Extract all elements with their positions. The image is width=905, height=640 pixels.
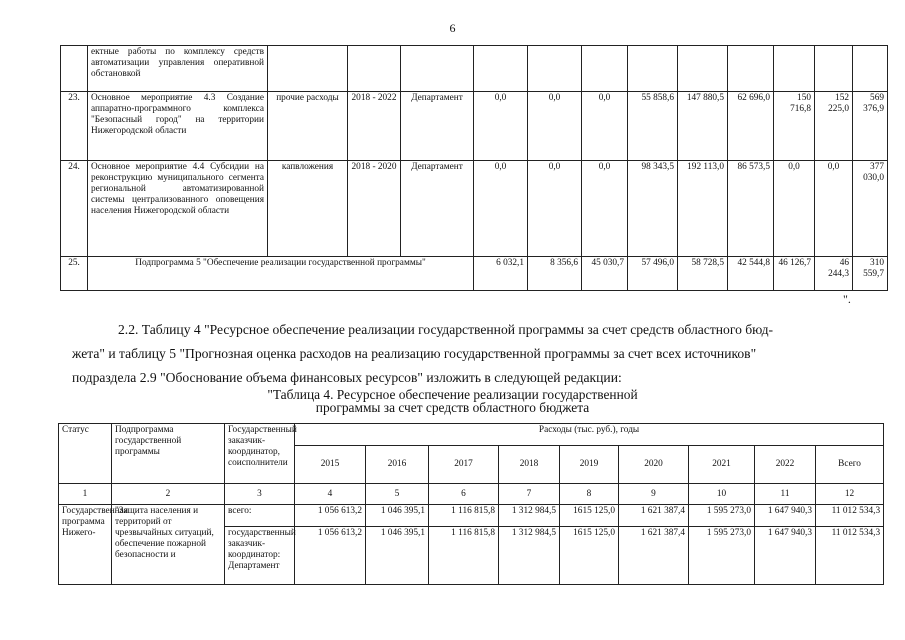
subprogram-cell: "Защита населения и территорий от чрезвычайных ситуаций, обеспечение пожарной безопасности и bbox=[112, 505, 225, 585]
cell-value: 57 496,0 bbox=[628, 257, 678, 291]
col-number: 12 bbox=[816, 484, 884, 505]
row-period: 2018 - 2022 bbox=[348, 92, 401, 161]
resources-table bbox=[58, 423, 884, 585]
col-number: 1 bbox=[59, 484, 112, 505]
cell-value: 0,0 bbox=[528, 161, 582, 257]
cell-value: 1 647 940,3 bbox=[755, 527, 816, 585]
quote-end: ". bbox=[843, 292, 851, 306]
cell-value: 1615 125,0 bbox=[560, 505, 619, 527]
header-year: 2016 bbox=[366, 446, 429, 484]
cell-value: 11 012 534,3 bbox=[816, 505, 884, 527]
cell-value: 1 312 984,5 bbox=[499, 505, 560, 527]
cell-value: 6 032,1 bbox=[474, 257, 528, 291]
table-row bbox=[61, 257, 888, 291]
cell-value: 1 056 613,2 bbox=[295, 527, 366, 585]
row-executor: Департамент bbox=[401, 92, 474, 161]
col-number: 4 bbox=[295, 484, 366, 505]
header-customer: Государственный заказчик-координатор, соисполнители bbox=[225, 424, 295, 484]
cell-value: 86 573,5 bbox=[728, 161, 774, 257]
status-cell: Государственная программа Нижего- bbox=[59, 505, 112, 585]
cell-value: 98 343,5 bbox=[628, 161, 678, 257]
activities-table bbox=[60, 45, 888, 291]
col-number: 9 bbox=[619, 484, 689, 505]
col-number: 11 bbox=[755, 484, 816, 505]
col-number: 10 bbox=[689, 484, 755, 505]
cell-value: 0,0 bbox=[474, 92, 528, 161]
cell-value: 45 030,7 bbox=[582, 257, 628, 291]
cell-value: 1 046 395,1 bbox=[366, 505, 429, 527]
cell-value: 147 880,5 bbox=[678, 92, 728, 161]
cell-value: 377 030,0 bbox=[853, 161, 888, 257]
cell-value: 0,0 bbox=[815, 161, 853, 257]
cell-value: 1615 125,0 bbox=[560, 527, 619, 585]
table-row bbox=[61, 46, 888, 92]
body-paragraph bbox=[72, 318, 862, 390]
col-number: 6 bbox=[429, 484, 499, 505]
header-year: 2018 bbox=[499, 446, 560, 484]
caption-line: программы за счет средств областного бюджета bbox=[315, 400, 590, 415]
cell-value: 46 244,3 bbox=[815, 257, 853, 291]
cell-value: 150 716,8 bbox=[774, 92, 815, 161]
col-number: 8 bbox=[560, 484, 619, 505]
table-row bbox=[59, 505, 884, 527]
row-period: 2018 - 2020 bbox=[348, 161, 401, 257]
cell-value: 1 312 984,5 bbox=[499, 527, 560, 585]
cell-value: 0,0 bbox=[582, 92, 628, 161]
header-year: 2017 bbox=[429, 446, 499, 484]
paragraph-line: жета" и таблицу 5 "Прогнозная оценка расходов на реализацию государственной программы за счет всех источников" bbox=[72, 346, 757, 361]
row-number: 25. bbox=[61, 257, 88, 291]
row-name: Основное мероприятие 4.3 Создание аппаратно-программного комплекса "Безопасный город" на территории Нижегородской области bbox=[88, 92, 268, 161]
paragraph-line: подраздела 2.9 "Обоснование объема финансовых ресурсов" изложить в следующей редакции: bbox=[72, 370, 622, 385]
cell-value: 11 012 534,3 bbox=[816, 527, 884, 585]
cell-value: 152 225,0 bbox=[815, 92, 853, 161]
row-name: Подпрограмма 5 "Обеспечение реализации государственной программы" bbox=[88, 257, 474, 291]
col-number: 5 bbox=[366, 484, 429, 505]
header-year: 2019 bbox=[560, 446, 619, 484]
cell-value: 192 113,0 bbox=[678, 161, 728, 257]
cell-value: 42 544,8 bbox=[728, 257, 774, 291]
cell-value: 1 056 613,2 bbox=[295, 505, 366, 527]
header-year: 2020 bbox=[619, 446, 689, 484]
cell-value: 58 728,5 bbox=[678, 257, 728, 291]
cell-value: 1 621 387,4 bbox=[619, 505, 689, 527]
row-executor: Департамент bbox=[401, 161, 474, 257]
caption-line: "Таблица 4. Ресурсное обеспечение реализации государственной bbox=[267, 387, 638, 402]
page-number: 6 bbox=[449, 21, 456, 35]
cell-value: 0,0 bbox=[582, 161, 628, 257]
table-row bbox=[61, 92, 888, 161]
row-type: прочие расходы bbox=[268, 92, 348, 161]
cell-value: 569 376,9 bbox=[853, 92, 888, 161]
cell-value: 8 356,6 bbox=[528, 257, 582, 291]
header-row bbox=[59, 424, 884, 446]
header-year: 2022 bbox=[755, 446, 816, 484]
cell-value: 55 858,6 bbox=[628, 92, 678, 161]
cell-value: 1 621 387,4 bbox=[619, 527, 689, 585]
cell-value: 1 647 940,3 bbox=[755, 505, 816, 527]
cell-value: 1 046 395,1 bbox=[366, 527, 429, 585]
row-number: 23. bbox=[61, 92, 88, 161]
row-name: Основное мероприятие 4.4 Субсидии на реконструкцию муниципального сегмента региональной автоматизированной системы централизованного оповещения населения Нижегородской области bbox=[88, 161, 268, 257]
header-year: 2015 bbox=[295, 446, 366, 484]
customer-cell: всего: bbox=[225, 505, 295, 527]
cell-value: 1 595 273,0 bbox=[689, 505, 755, 527]
row-number: 24. bbox=[61, 161, 88, 257]
col-number: 7 bbox=[499, 484, 560, 505]
paragraph-line: 2.2. Таблицу 4 "Ресурсное обеспечение реализации государственной программы за счет средств областного бюд- bbox=[118, 322, 774, 337]
cell-value: 62 696,0 bbox=[728, 92, 774, 161]
row-type: капвложения bbox=[268, 161, 348, 257]
cell-value: 1 116 815,8 bbox=[429, 527, 499, 585]
cell-value: 310 559,7 bbox=[853, 257, 888, 291]
cell-value: 1 595 273,0 bbox=[689, 527, 755, 585]
table-row bbox=[61, 161, 888, 257]
cell-value: 0,0 bbox=[528, 92, 582, 161]
header-year: Всего bbox=[816, 446, 884, 484]
row-name: ектные работы по комплексу средств автоматизации управления оперативной обстановкой bbox=[88, 46, 268, 92]
column-number-row bbox=[59, 484, 884, 505]
cell-value: 46 126,7 bbox=[774, 257, 815, 291]
cell-value: 0,0 bbox=[474, 161, 528, 257]
header-subprogram: Подпрограмма государственной программы bbox=[112, 424, 225, 484]
header-expenses: Расходы (тыс. руб.), годы bbox=[295, 424, 884, 446]
col-number: 3 bbox=[225, 484, 295, 505]
cell-value: 1 116 815,8 bbox=[429, 505, 499, 527]
customer-cell: государственный заказчик-координатор: Департамент bbox=[225, 527, 295, 585]
header-year: 2021 bbox=[689, 446, 755, 484]
table-caption bbox=[0, 388, 905, 414]
col-number: 2 bbox=[112, 484, 225, 505]
header-status: Статус bbox=[59, 424, 112, 484]
cell-value: 0,0 bbox=[774, 161, 815, 257]
